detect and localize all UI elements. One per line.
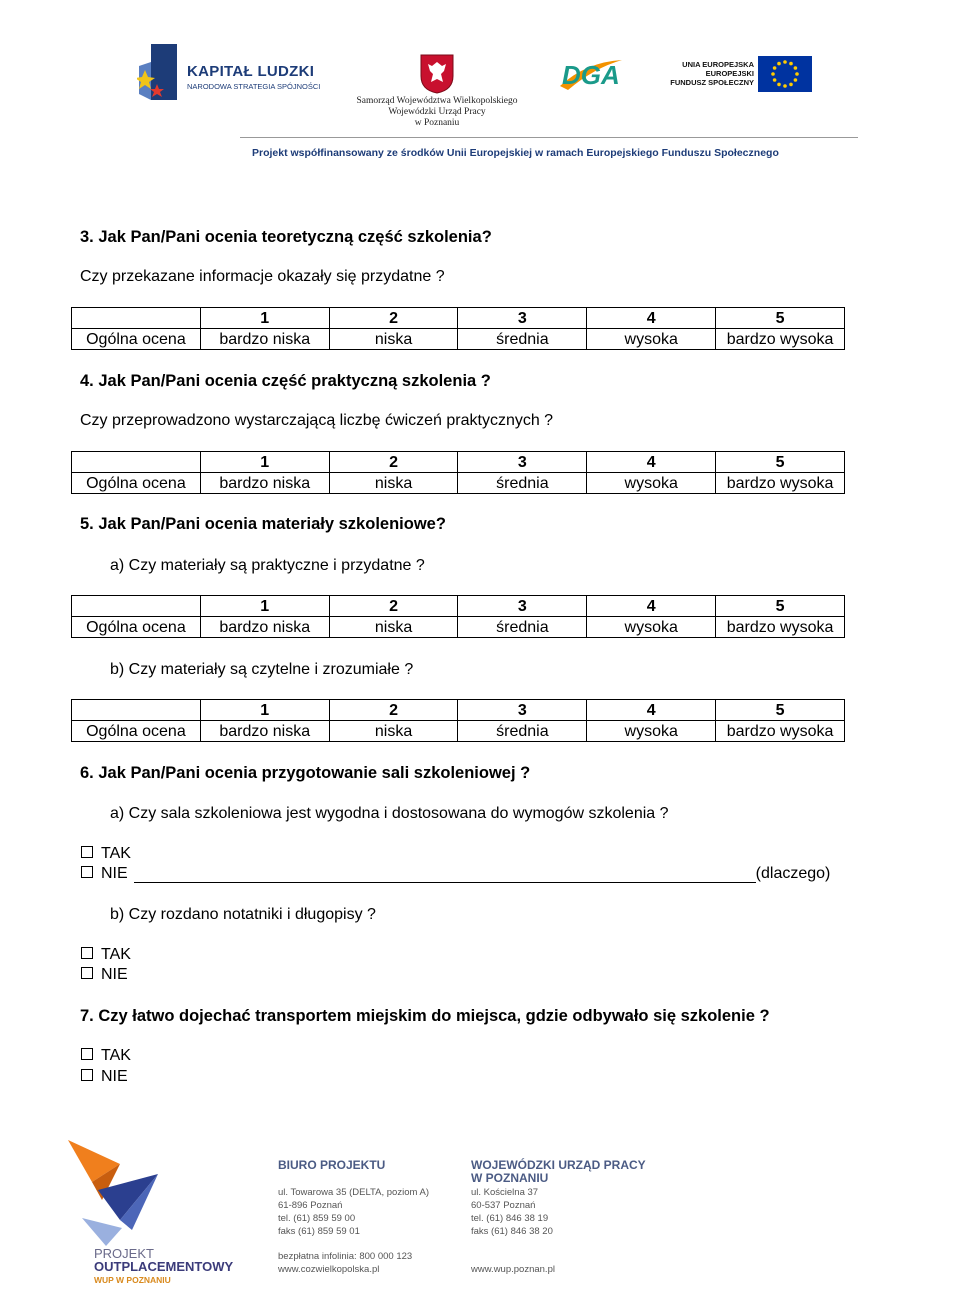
checkbox-icon[interactable] [81, 947, 93, 959]
rating-option-2[interactable]: niska [329, 721, 458, 742]
checkbox-icon[interactable] [81, 1048, 93, 1060]
wup-line: ul. Kościelna 37 [471, 1187, 539, 1198]
ue-line-1: UNIA EUROPEJSKA [682, 60, 754, 69]
wup-address [471, 1186, 553, 1238]
rating-number-row [72, 308, 845, 329]
rating-option-1[interactable]: bardzo niska [200, 617, 329, 638]
samorzad-line-3: w Poznaniu [414, 118, 460, 128]
rating-number-row [72, 452, 845, 473]
project-line-1: PROJEKT [94, 1246, 154, 1261]
wup-line: 60-537 Poznań [471, 1200, 536, 1211]
q6a-no-label: NIE [101, 865, 128, 882]
q6a-why-label: (dlaczego) [755, 865, 831, 882]
rating-option-4[interactable]: wysoka [587, 617, 716, 638]
checkbox-icon[interactable] [81, 846, 93, 858]
q6a-option-yes[interactable] [81, 845, 131, 863]
rating-row-label: Ogólna ocena [72, 473, 201, 494]
eu-flag-icon [758, 56, 812, 92]
rating-option-1[interactable]: bardzo niska [200, 473, 329, 494]
project-line-3: WUP W POZNANIU [94, 1275, 171, 1285]
rating-corner-cell [72, 452, 201, 473]
q6a-subtitle: a) Czy sala szkoleniowa jest wygodna i dostosowana do wymogów szkolenia ? [110, 805, 669, 822]
rating-option-4[interactable]: wysoka [587, 329, 716, 350]
rating-number: 1 [200, 596, 329, 617]
q4-title: 4. Jak Pan/Pani ocenia część praktyczną szkolenia ? [80, 372, 491, 390]
rating-option-4[interactable]: wysoka [587, 473, 716, 494]
ue-line-3: FUNDUSZ SPOŁECZNY [670, 78, 754, 87]
header-caption: Projekt współfinansowany ze środków Unii Europejskiej w ramach Europejskiego Funduszu Społecznego [252, 147, 779, 159]
q5b-rating-table [71, 699, 845, 742]
rating-number: 4 [587, 452, 716, 473]
rating-label-row [72, 721, 845, 742]
q4-rating-table [71, 451, 845, 494]
q6b-no-label: NIE [101, 966, 128, 983]
q7-title: 7. Czy łatwo dojechać transportem miejskim do miejsca, gdzie odbywało się szkolenie ? [80, 1007, 770, 1025]
rating-number-row [72, 700, 845, 721]
rating-number: 4 [587, 308, 716, 329]
wielkopolska-crest-icon [420, 54, 454, 94]
rating-number: 3 [458, 452, 587, 473]
rating-option-4[interactable]: wysoka [587, 721, 716, 742]
rating-number: 3 [458, 700, 587, 721]
rating-number: 1 [200, 700, 329, 721]
kapital-ludzki-subtitle: NARODOWA STRATEGIA SPÓJNOŚCI [187, 82, 321, 91]
rating-number: 4 [587, 596, 716, 617]
ue-text [668, 60, 754, 87]
samorzad-line-2: Wojewódzki Urząd Pracy [388, 107, 486, 117]
rating-number: 2 [329, 452, 458, 473]
rating-number: 5 [716, 700, 845, 721]
q7-no-label: NIE [101, 1068, 128, 1085]
q7-yes-label: TAK [101, 1047, 131, 1064]
rating-corner-cell [72, 596, 201, 617]
rating-number: 1 [200, 452, 329, 473]
rating-number: 2 [329, 596, 458, 617]
www-link-1[interactable]: www.cozwielkopolska.pl [278, 1264, 380, 1275]
q3-subtitle: Czy przekazane informacje okazały się przydatne ? [80, 268, 445, 285]
q7-option-yes[interactable] [81, 1047, 131, 1065]
rating-option-1[interactable]: bardzo niska [200, 721, 329, 742]
kapital-ludzki-title: KAPITAŁ LUDZKI [187, 63, 315, 80]
rating-option-5[interactable]: bardzo wysoka [716, 473, 845, 494]
rating-label-row [72, 329, 845, 350]
wup-line: faks (61) 846 38 20 [471, 1226, 553, 1237]
rating-number: 5 [716, 452, 845, 473]
rating-corner-cell [72, 308, 201, 329]
rating-row-label: Ogólna ocena [72, 617, 201, 638]
biuro-title: BIURO PROJEKTU [278, 1158, 386, 1172]
rating-option-5[interactable]: bardzo wysoka [716, 617, 845, 638]
rating-option-5[interactable]: bardzo wysoka [716, 329, 845, 350]
biuro-line: 61-896 Poznań [278, 1200, 343, 1211]
q3-rating-table [71, 307, 845, 350]
q5a-rating-table [71, 595, 845, 638]
q6a-why-field[interactable] [134, 866, 756, 883]
ue-line-2: EUROPEJSKI [705, 69, 754, 78]
rating-number: 4 [587, 700, 716, 721]
wup-line: tel. (61) 846 38 19 [471, 1213, 549, 1224]
rating-option-1[interactable]: bardzo niska [200, 329, 329, 350]
rating-option-3[interactable]: średnia [458, 721, 587, 742]
q7-option-no[interactable] [81, 1068, 128, 1086]
rating-option-2[interactable]: niska [329, 473, 458, 494]
q6a-yes-label: TAK [101, 845, 131, 862]
rating-option-3[interactable]: średnia [458, 473, 587, 494]
infolinia: bezpłatna infolinia: 800 000 123 [278, 1251, 413, 1262]
dga-logo-text: DGA [562, 60, 620, 90]
biuro-line: faks (61) 859 59 01 [278, 1226, 360, 1237]
project-line-2: OUTPLACEMENTOWY [94, 1259, 234, 1274]
q6b-option-no[interactable] [81, 966, 128, 984]
q5-title: 5. Jak Pan/Pani ocenia materiały szkoleniowe? [80, 515, 446, 533]
q5a-subtitle: a) Czy materiały są praktyczne i przydatne ? [110, 557, 425, 574]
paper-planes-logo-icon [62, 1130, 162, 1248]
rating-number-row [72, 596, 845, 617]
rating-option-2[interactable]: niska [329, 617, 458, 638]
wup-title-line-2: W POZNANIU [471, 1171, 549, 1185]
q6b-yes-label: TAK [101, 946, 131, 963]
q5b-subtitle: b) Czy materiały są czytelne i zrozumiałe ? [110, 661, 414, 678]
rating-number: 1 [200, 308, 329, 329]
q6b-option-yes[interactable] [81, 946, 131, 964]
biuro-address [278, 1186, 429, 1238]
rating-option-2[interactable]: niska [329, 329, 458, 350]
rating-label-row [72, 617, 845, 638]
biuro-line: tel. (61) 859 59 00 [278, 1213, 356, 1224]
wup-title [471, 1159, 646, 1185]
checkbox-icon[interactable] [81, 1069, 93, 1081]
q6a-option-no[interactable] [81, 865, 830, 883]
wup-title-line-1: WOJEWÓDZKI URZĄD PRACY [471, 1158, 646, 1172]
samorzad-line-1: Samorząd Województwa Wielkopolskiego [356, 96, 518, 106]
rating-option-5[interactable]: bardzo wysoka [716, 721, 845, 742]
rating-number: 3 [458, 308, 587, 329]
rating-number: 3 [458, 596, 587, 617]
rating-number: 2 [329, 308, 458, 329]
rating-option-3[interactable]: średnia [458, 329, 587, 350]
checkbox-icon[interactable] [81, 866, 93, 878]
q6-title: 6. Jak Pan/Pani ocenia przygotowanie sali szkoleniowej ? [80, 764, 531, 782]
biuro-line: ul. Towarowa 35 (DELTA, poziom A) [278, 1187, 430, 1198]
rating-row-label: Ogólna ocena [72, 721, 201, 742]
rating-option-3[interactable]: średnia [458, 617, 587, 638]
kapital-ludzki-logo-icon [137, 44, 181, 104]
rating-number: 5 [716, 308, 845, 329]
samorzad-text [350, 96, 524, 129]
rating-number: 2 [329, 700, 458, 721]
rating-corner-cell [72, 700, 201, 721]
q4-subtitle: Czy przeprowadzono wystarczającą liczbę ćwiczeń praktycznych ? [80, 412, 554, 429]
www-link-2[interactable]: www.wup.poznan.pl [471, 1264, 555, 1275]
rating-row-label: Ogólna ocena [72, 329, 201, 350]
q3-title: 3. Jak Pan/Pani ocenia teoretyczną część szkolenia? [80, 228, 492, 246]
q6b-subtitle: b) Czy rozdano notatniki i długopisy ? [110, 906, 376, 923]
rating-number: 5 [716, 596, 845, 617]
checkbox-icon[interactable] [81, 967, 93, 979]
header-divider [240, 137, 858, 138]
rating-label-row [72, 473, 845, 494]
